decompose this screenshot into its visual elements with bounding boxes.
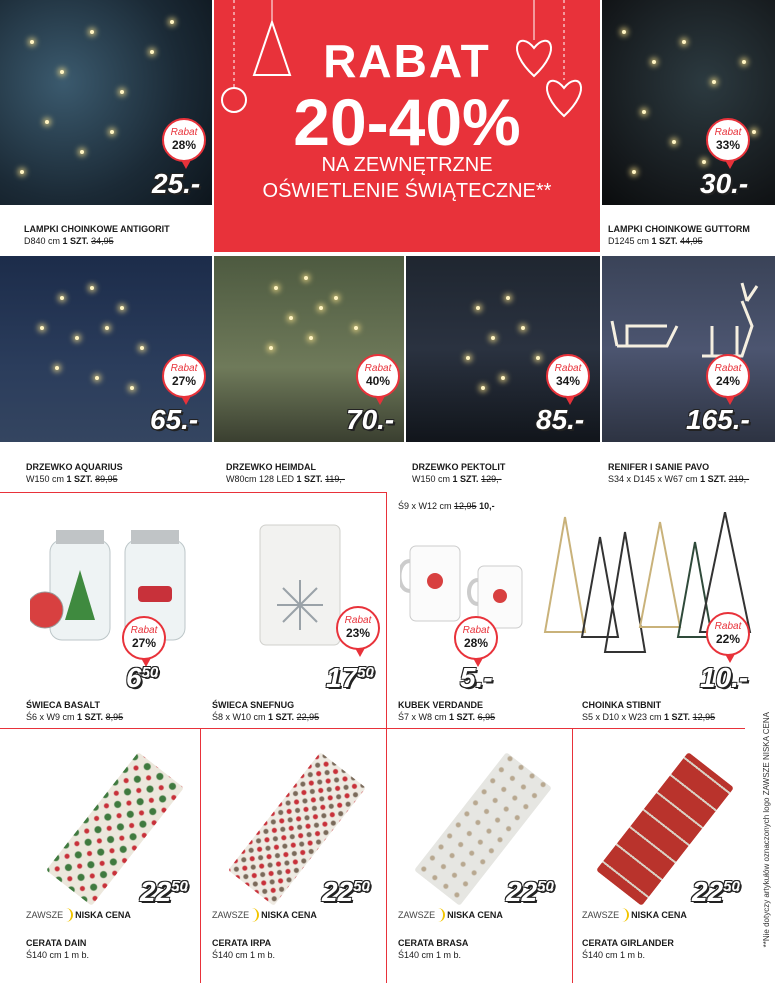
logo-part-2: NISKA CENA xyxy=(75,910,131,920)
price xyxy=(506,876,554,908)
price xyxy=(326,662,374,694)
old-price: 34,95 xyxy=(91,236,114,246)
product-unit: 1 SZT. xyxy=(268,712,295,722)
section-divider xyxy=(572,728,573,983)
product-unit: 1 SZT. xyxy=(651,236,678,246)
product-dims: Ś9 x W12 cm xyxy=(398,501,452,511)
product-name[interactable]: CERATA GIRLANDER xyxy=(582,938,674,948)
price-main: 5.- xyxy=(460,662,493,693)
price-sup: 50 xyxy=(357,664,374,681)
candle-icon xyxy=(255,520,345,650)
product-desc xyxy=(26,712,123,722)
price-sup: 50 xyxy=(537,878,554,895)
badge-value: 28% xyxy=(463,636,489,650)
product-unit: 1 SZT. xyxy=(77,712,104,722)
price-main: 22 xyxy=(140,876,172,907)
price: 165.- xyxy=(686,404,750,435)
product-desc xyxy=(412,474,502,484)
product-name[interactable]: ŚWIECA SNEFNUG xyxy=(212,700,295,710)
old-price: 89,95 xyxy=(95,474,118,484)
logo-part-1: ZAWSZE xyxy=(26,910,64,920)
discount-badge xyxy=(706,612,750,656)
product-photo-snefnug[interactable] xyxy=(255,520,345,650)
price xyxy=(126,662,158,694)
product-dims: D1245 cm xyxy=(608,236,650,246)
section-divider xyxy=(386,728,387,983)
badge-value: 27% xyxy=(131,636,157,650)
product-unit: 1 SZT. xyxy=(449,712,476,722)
product-dims: S34 x D145 x W67 cm xyxy=(608,474,698,484)
product-dims: S5 x D10 x W23 cm xyxy=(582,712,662,722)
product-dims: Ś140 cm 1 m b. xyxy=(212,950,276,960)
price xyxy=(140,876,188,908)
old-price: 12,95 xyxy=(454,501,477,511)
badge-label: Rabat xyxy=(462,625,490,636)
discount-badge xyxy=(356,354,400,398)
old-price: 12,95 xyxy=(692,712,716,722)
discount-badge xyxy=(546,354,590,398)
logo-mark-icon xyxy=(437,908,445,922)
old-price: 44,95 xyxy=(680,236,703,246)
price-sup: 50 xyxy=(723,878,740,895)
candle-jar-icon xyxy=(30,520,200,660)
badge-value: 34% xyxy=(555,374,581,388)
zawsze-niska-cena-logo xyxy=(26,908,131,922)
badge-label: Rabat xyxy=(344,615,372,626)
badge-label: Rabat xyxy=(170,127,198,138)
price: 85.- xyxy=(536,404,585,435)
section-divider xyxy=(386,492,387,728)
product-desc xyxy=(608,236,703,246)
banner-title: RABAT xyxy=(323,35,491,87)
badge-value: 22% xyxy=(715,632,741,646)
product-name[interactable]: LAMPKI CHOINKOWE GUTTORM xyxy=(608,224,750,234)
product-variant-desc xyxy=(398,501,495,511)
old-price: 6,95 xyxy=(477,712,496,722)
section-divider xyxy=(0,492,386,493)
product-name[interactable]: ŚWIECA BASALT xyxy=(26,700,100,710)
price-main: 22 xyxy=(692,876,724,907)
product-dims: Ś140 cm 1 m b. xyxy=(26,950,90,960)
product-name[interactable]: CERATA DAIN xyxy=(26,938,87,948)
price-main: 22 xyxy=(322,876,354,907)
logo-part-2: NISKA CENA xyxy=(447,910,503,920)
discount-badge xyxy=(706,118,750,162)
product-name[interactable]: DRZEWKO HEIMDAL xyxy=(226,462,316,472)
product-desc xyxy=(608,474,749,484)
product-unit: 1 SZT. xyxy=(66,474,93,484)
product-name[interactable]: DRZEWKO AQUARIUS xyxy=(26,462,123,472)
price: 30.- xyxy=(700,168,749,199)
banner-discount: 20-40% xyxy=(293,85,521,159)
product-name[interactable]: CERATA IRPA xyxy=(212,938,272,948)
discount-badge xyxy=(454,616,498,660)
product-name[interactable]: LAMPKI CHOINKOWE ANTIGORIT xyxy=(24,224,170,234)
product-photo-guttorm[interactable] xyxy=(602,0,775,205)
price-main: 17 xyxy=(326,662,358,693)
product-dims: Ś6 x W9 cm xyxy=(26,712,75,722)
logo-mark-icon xyxy=(621,908,629,922)
discount-badge xyxy=(162,118,206,162)
product-name[interactable]: CERATA BRASA xyxy=(398,938,469,948)
logo-mark-icon xyxy=(65,908,73,922)
badge-value: 28% xyxy=(171,138,197,152)
product-dims: Ś140 cm 1 m b. xyxy=(582,950,646,960)
discount-badge xyxy=(122,616,166,660)
product-desc xyxy=(398,712,495,722)
badge-label: Rabat xyxy=(170,363,198,374)
product-desc xyxy=(24,236,114,246)
price xyxy=(322,876,370,908)
product-dims: W80cm 128 LED xyxy=(226,474,295,484)
footnote: **Nie dotyczy artykułów oznaczonych logo ZAWSZE NISKA CENA xyxy=(762,712,771,948)
price-main: 6 xyxy=(126,662,142,693)
product-name[interactable]: RENIFER I SANIE PAVO xyxy=(608,462,710,472)
price-sup: 50 xyxy=(171,878,188,895)
product-name[interactable]: CHOINKA STIBNIT xyxy=(582,700,662,710)
product-unit: 1 SZT. xyxy=(62,236,89,246)
banner-subtitle-1: NA ZEWNĘTRZNE xyxy=(321,154,493,176)
logo-mark-icon xyxy=(251,908,259,922)
badge-label: Rabat xyxy=(714,363,742,374)
product-dims: W150 cm xyxy=(26,474,65,484)
logo-part-1: ZAWSZE xyxy=(398,910,436,920)
old-price: 219,- xyxy=(728,474,750,484)
banner-subtitle-2: OŚWIETLENIE ŚWIĄTECZNE** xyxy=(262,180,552,202)
price: 65.- xyxy=(150,404,199,435)
price-main: 10.- xyxy=(700,662,749,693)
price xyxy=(692,876,740,908)
zawsze-niska-cena-logo xyxy=(212,908,317,922)
section-divider xyxy=(0,728,745,729)
badge-label: Rabat xyxy=(714,127,742,138)
product-dims: W150 cm xyxy=(412,474,451,484)
price-sup: 50 xyxy=(353,878,370,895)
zawsze-niska-cena-logo xyxy=(398,908,503,922)
badge-label: Rabat xyxy=(554,363,582,374)
price xyxy=(700,662,748,694)
badge-value: 23% xyxy=(345,626,371,640)
section-divider xyxy=(200,728,201,983)
logo-part-2: NISKA CENA xyxy=(261,910,317,920)
price-main: 22 xyxy=(506,876,538,907)
product-desc xyxy=(582,712,715,722)
product-dims: Ś140 cm 1 m b. xyxy=(398,950,462,960)
product-unit: 1 SZT. xyxy=(700,474,727,484)
product-dims: Ś8 x W10 cm xyxy=(212,712,266,722)
discount-badge xyxy=(336,606,380,650)
price xyxy=(460,662,493,694)
badge-value: 27% xyxy=(171,374,197,388)
product-dims: D840 cm xyxy=(24,236,61,246)
product-name[interactable]: KUBEK VERDANDE xyxy=(398,700,484,710)
old-price: 8,95 xyxy=(105,712,124,722)
zawsze-niska-cena-logo xyxy=(582,908,687,922)
promo-banner xyxy=(214,0,600,252)
product-desc xyxy=(226,474,345,484)
price: 25.- xyxy=(152,168,201,199)
product-dims: Ś7 x W8 cm xyxy=(398,712,447,722)
product-name[interactable]: DRZEWKO PEKTOLIT xyxy=(412,462,506,472)
price: 70.- xyxy=(346,404,395,435)
logo-part-2: NISKA CENA xyxy=(631,910,687,920)
badge-value: 33% xyxy=(715,138,741,152)
badge-value: 40% xyxy=(365,374,391,388)
badge-label: Rabat xyxy=(364,363,392,374)
product-unit: 1 SZT. xyxy=(296,474,323,484)
old-price: 129,- xyxy=(481,474,502,484)
product-desc xyxy=(212,712,319,722)
product-desc xyxy=(26,474,118,484)
logo-part-1: ZAWSZE xyxy=(212,910,250,920)
product-unit: 1 SZT. xyxy=(664,712,691,722)
product-unit: 1 SZT. xyxy=(452,474,479,484)
badge-label: Rabat xyxy=(130,625,158,636)
variant-price: 10,- xyxy=(479,501,495,511)
logo-part-1: ZAWSZE xyxy=(582,910,620,920)
price-sup: 50 xyxy=(141,664,159,681)
badge-value: 24% xyxy=(715,374,741,388)
badge-label: Rabat xyxy=(714,621,742,632)
discount-badge xyxy=(162,354,206,398)
discount-badge xyxy=(706,354,750,398)
old-price: 119,- xyxy=(325,474,345,484)
old-price: 22,95 xyxy=(296,712,320,722)
product-photo-basalt[interactable] xyxy=(30,520,200,660)
